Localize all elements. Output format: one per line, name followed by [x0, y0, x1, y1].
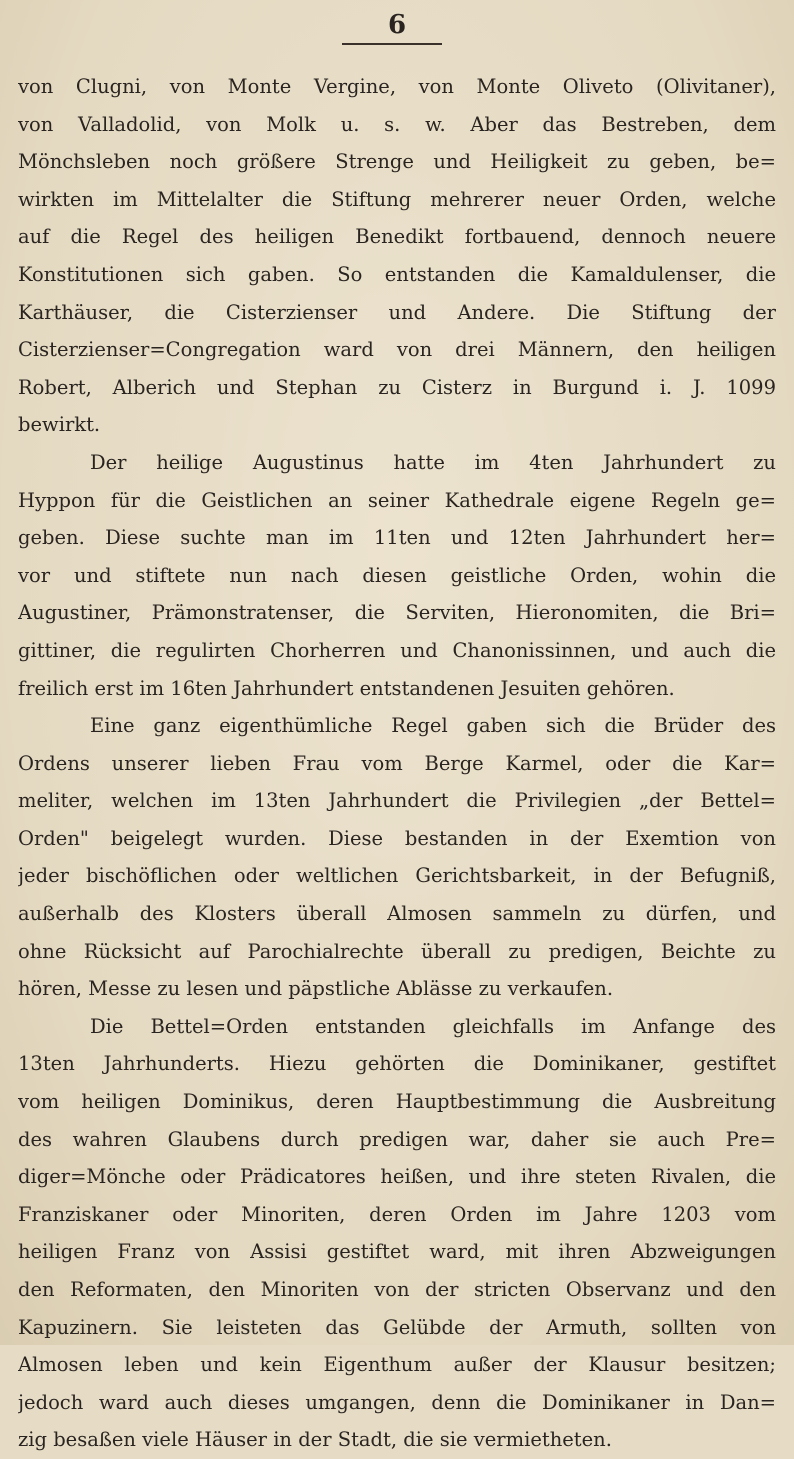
text-line: Hyppon für die Geistlichen an seiner Kathedrale eigene Regeln ge=	[18, 488, 776, 512]
text-line: jedoch ward auch dieses umgangen, denn die Dominikaner in Dan=	[18, 1390, 776, 1414]
body-text	[18, 68, 776, 1459]
text-line: den Reformaten, den Minoriten von der stricten Observanz und den	[18, 1278, 776, 1301]
text-line: wirkten im Mittelalter die Stiftung mehrerer neuer Orden, welche	[18, 187, 776, 211]
text-line: diger=Mönche oder Prädicatores heißen, und ihre steten Rivalen, die	[18, 1165, 776, 1189]
text-line: Eine ganz eigenthümliche Regel gaben sich die Brüder des	[90, 714, 776, 738]
text-line: zig besaßen viele Häuser in der Stadt, die sie vermietheten.	[18, 1428, 612, 1452]
text-line: jeder bischöflichen oder weltlichen Gerichtsbarkeit, in der Befugniß,	[18, 864, 776, 888]
paragraph	[18, 1008, 776, 1459]
text-line: freilich erst im 16ten Jahrhundert entstandenen Jesuiten gehören.	[18, 676, 675, 700]
text-line: Franziskaner oder Minoriten, deren Orden im Jahre 1203 vom	[18, 1202, 776, 1226]
text-line: Die Bettel=Orden entstanden gleichfalls im Anfange des	[90, 1014, 776, 1038]
paragraph	[18, 68, 776, 444]
text-line: Mönchsleben noch größere Strenge und Heiligkeit zu geben, be=	[18, 150, 776, 174]
paragraph	[18, 444, 776, 707]
page-number: 6	[387, 10, 407, 40]
text-line: ohne Rücksicht auf Parochialrechte überall zu predigen, Beichte zu	[18, 939, 776, 963]
text-line: von Clugni, von Monte Vergine, von Monte Oliveto (Olivitaner),	[18, 75, 776, 98]
text-line: bewirkt.	[18, 413, 101, 437]
text-line: Kapuzinern. Sie leisteten das Gelübde der Armuth, sollten von	[18, 1315, 776, 1339]
text-line: Konstitutionen sich gaben. So entstanden die Kamaldulenser, die	[18, 262, 776, 286]
text-line: vom heiligen Dominikus, deren Hauptbestimmung die Ausbreitung	[18, 1090, 776, 1114]
text-line: heiligen Franz von Assisi gestiftet ward, mit ihren Abzweigungen	[18, 1240, 776, 1264]
text-line: Robert, Alberich und Stephan zu Cisterz in Burgund i. J. 1099	[18, 375, 776, 399]
text-line: 13ten Jahrhunderts. Hiezu gehörten die Dominikaner, gestiftet	[18, 1052, 776, 1076]
text-line: geben. Diese suchte man im 11ten und 12ten Jahrhundert her=	[18, 526, 776, 550]
text-line: Orden" beigelegt wurden. Diese bestanden in der Exemtion von	[18, 826, 776, 850]
text-line: von Valladolid, von Molk u. s. w. Aber das Bestreben, dem	[18, 112, 776, 136]
text-line: auf die Regel des heiligen Benedikt fortbauend, dennoch neuere	[18, 225, 776, 249]
paragraph	[18, 707, 776, 1008]
text-line: Cisterzienser=Congregation ward von drei Männern, den heiligen	[18, 338, 776, 362]
header-rule	[342, 43, 442, 45]
text-line: des wahren Glaubens durch predigen war, daher sie auch Pre=	[18, 1127, 776, 1151]
text-line: außerhalb des Klosters überall Almosen sammeln zu dürfen, und	[18, 902, 776, 926]
text-line: meliter, welchen im 13ten Jahrhundert die Privilegien „der Bettel=	[18, 789, 776, 813]
text-line: Almosen leben und kein Eigenthum außer der Klausur besitzen;	[18, 1353, 776, 1377]
text-line: gittiner, die regulirten Chorherren und Chanonissinnen, und auch die	[18, 638, 776, 662]
text-line: vor und stiftete nun nach diesen geistliche Orden, wohin die	[18, 563, 776, 587]
text-line: Karthäuser, die Cisterzienser und Andere. Die Stiftung der	[18, 300, 776, 324]
text-line: hören, Messe zu lesen und päpstliche Ablässe zu verkaufen.	[18, 977, 614, 1001]
text-line: Augustiner, Prämonstratenser, die Serviten, Hieronomiten, die Bri=	[18, 601, 776, 625]
text-line: Ordens unserer lieben Frau vom Berge Karmel, oder die Kar=	[18, 751, 776, 775]
text-line: Der heilige Augustinus hatte im 4ten Jahrhundert zu	[90, 450, 776, 474]
